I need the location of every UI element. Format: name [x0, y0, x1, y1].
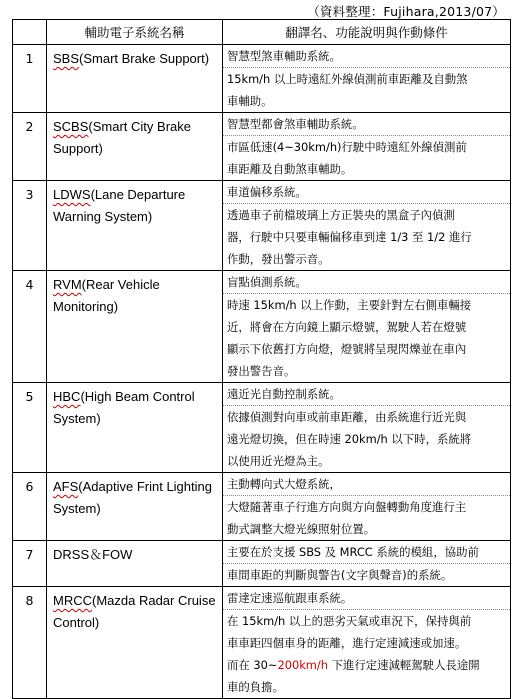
- table-header-row: [13, 20, 511, 45]
- system-name: [47, 587, 223, 699]
- table-row: [13, 271, 511, 383]
- table-row: [13, 541, 511, 587]
- description-line: 發出警告音。: [227, 364, 296, 378]
- description-line: 透過車子前檔玻璃上方正裝央的黑盒子內偵測: [227, 208, 455, 222]
- system-fullname: (High Beam Control System): [53, 389, 195, 426]
- row-number: 6: [13, 473, 47, 541]
- system-fullname: (Lane Departure Warning System): [53, 187, 186, 224]
- system-description: [223, 113, 511, 181]
- system-name: [47, 541, 223, 587]
- table-row: [13, 113, 511, 181]
- description-line: 時速 15km/h 以上作動，主要針對左右側車輛接: [227, 298, 472, 312]
- description-line: 以使用近光燈為主。: [227, 454, 330, 468]
- description-line: 近，將會在方向鏡上顯示燈號，駕駛人若在燈號: [227, 320, 467, 334]
- system-fullname: DRSS＆FOW: [53, 547, 133, 562]
- description-line: 遠光燈切換，但在時速 20km/h 以下時，系統將: [227, 432, 472, 446]
- row-number: 2: [13, 113, 47, 181]
- description-line: [223, 654, 510, 676]
- row-number: 4: [13, 271, 47, 383]
- description-line: 15km/h 以上時遠紅外線偵測前車距離及自動煞: [227, 72, 468, 86]
- table-row: [13, 473, 511, 541]
- table-row: [13, 45, 511, 113]
- system-name: [47, 473, 223, 541]
- row-number: 8: [13, 587, 47, 699]
- description-line: 動式調整大燈光線照射位置。: [227, 522, 376, 536]
- description-line: 車車距四個車身的距離，進行定速減速或加速。: [227, 636, 467, 650]
- table-row: [13, 383, 511, 473]
- description-line: 在 15km/h 以上的惡劣天氣或車況下，保持與前: [227, 614, 472, 628]
- system-description: [223, 181, 511, 271]
- row-number: 5: [13, 383, 47, 473]
- speed-highlight: 200km/h: [277, 658, 328, 672]
- system-fullname: (Smart City Brake Support): [53, 119, 191, 156]
- description-title: 盲點偵測系統。: [223, 271, 510, 294]
- description-line: 大燈隨著車子行進方向與方向盤轉動角度進行主: [227, 500, 467, 514]
- speed-post: 下進行定速減輕駕駛人長途開: [327, 658, 480, 672]
- row-number: 1: [13, 45, 47, 113]
- description-line: 車的負擔。: [227, 680, 284, 694]
- system-abbr: AFS: [53, 479, 79, 494]
- system-fullname: (Smart Brake Support): [79, 51, 210, 66]
- description-line: 車間車距的判斷與警告(文字與聲音)的系統。: [227, 568, 453, 582]
- adas-table: [12, 19, 511, 699]
- system-name: [47, 271, 223, 383]
- system-abbr: LDWS: [53, 187, 91, 202]
- system-name: [47, 181, 223, 271]
- header-num: [13, 20, 47, 45]
- system-name: [47, 113, 223, 181]
- description-title: 主要在於支援 SBS 及 MRCC 系統的模組，協助前: [223, 541, 510, 564]
- system-abbr: RVM: [53, 277, 82, 292]
- system-abbr: SBS: [53, 51, 80, 66]
- description-title: 遠近光自動控制系統。: [223, 383, 510, 406]
- description-line: 器，行駛中只要車輛偏移車到達 1/3 至 1/2 進行: [227, 230, 472, 244]
- system-abbr: MRCC: [53, 593, 92, 608]
- system-name: [47, 45, 223, 113]
- system-description: [223, 587, 511, 699]
- description-title: 車道偏移系統。: [223, 181, 510, 204]
- table-row: [13, 181, 511, 271]
- description-line: 作動，發出警示音。: [227, 252, 330, 266]
- header-description: 翻譯名、功能說明與作動條件: [223, 20, 511, 45]
- system-description: [223, 45, 511, 113]
- source-note: （資料整理：Fujihara,2013/07）: [307, 4, 505, 19]
- description-line: 依據偵測對向車或前車距離，由系統進行近光與: [227, 410, 467, 424]
- system-fullname: (Adaptive Frint Lighting System): [53, 479, 212, 516]
- system-name: [47, 383, 223, 473]
- description-title: 智慧型都會煞車輔助系統。: [223, 113, 510, 136]
- system-description: [223, 383, 511, 473]
- description-line: 市區低速(4~30km/h)行駛中時遠紅外線偵測前: [227, 140, 467, 154]
- system-fullname: (Mazda Radar Cruise Control): [53, 593, 216, 630]
- description-line: 顯示下依舊打方向燈，燈號將呈現閃爍並在車內: [227, 342, 467, 356]
- system-description: [223, 473, 511, 541]
- table-row: [13, 587, 511, 699]
- system-abbr: HBC: [53, 389, 81, 404]
- system-description: [223, 271, 511, 383]
- header-system-name: 輔助電子系統名稱: [47, 20, 223, 45]
- description-title: 主動轉向式大燈系統，: [223, 473, 510, 496]
- row-number: 3: [13, 181, 47, 271]
- system-fullname: (Rear Vehicle Monitoring): [53, 277, 160, 314]
- description-line: 車輔助。: [227, 94, 273, 108]
- row-number: 7: [13, 541, 47, 587]
- description-title: 智慧型煞車輔助系統。: [223, 45, 510, 68]
- description-title: 雷達定速巡航跟車系統。: [223, 587, 510, 610]
- description-line: 車距離及自動煞車輔助。: [227, 162, 353, 176]
- system-description: [223, 541, 511, 587]
- speed-pre: 而在 30~: [227, 658, 278, 672]
- system-abbr: SCBS: [53, 119, 89, 134]
